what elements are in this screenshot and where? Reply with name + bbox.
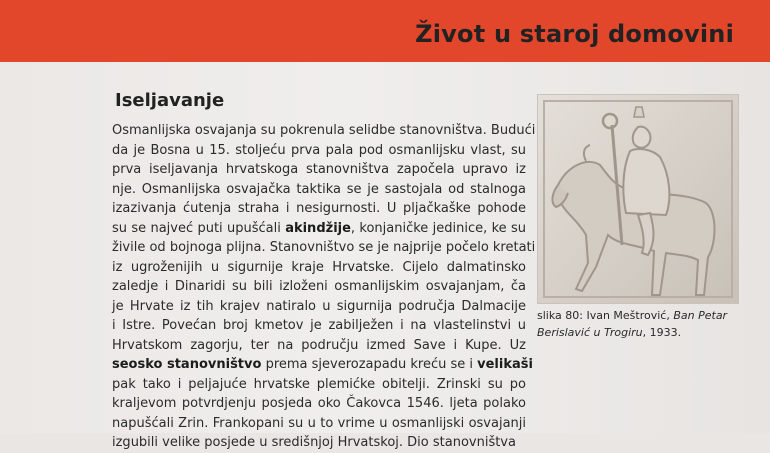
text-run: je Hrvate iz tih krajev natiralo u sigurnija područja Dalmacije [112,298,526,314]
text-line [112,414,526,434]
text-line [112,258,526,278]
text-line [112,355,533,375]
text-line [112,433,526,453]
text-run: prema sjeverozapadu kreću se i [261,357,478,372]
text-run: napušćali Zrin. Frankopani su u to vrime u osmanlijski osvajanji [112,415,526,431]
bold-term: akindžije [285,220,351,236]
text-line [112,121,536,141]
text-line [112,199,526,219]
text-line [112,160,526,180]
text-run: da je Bosna u 15. stoljeću prva pala pod osmanlijsku vlast, su [112,142,526,158]
text-run: Hrvatskom zagorju, ter na području izmed Save i Kupe. Uz [112,337,526,353]
relief-sculpture-image [537,94,739,304]
text-run: , konjaničke jedinice, ke su [350,220,526,236]
text-line [112,336,526,356]
text-line [112,277,526,297]
caption-suffix: , 1933. [642,326,682,339]
text-line [112,180,526,200]
text-line [112,219,526,239]
text-run: pak tako i peljajuće hrvatske plemićke obitelji. Zrinski su po [112,376,526,392]
bold-term: seosko stanovništvo [112,357,262,372]
section-heading: Iseljavanje [115,90,225,111]
chapter-title: Život u staroj domovini [415,20,734,48]
text-line [112,238,536,258]
caption-prefix: slika 80: Ivan Meštrović, [537,309,674,322]
text-run: i Istre. Povećan broj kmetov je zabilježen i na vlastelinstvi u [112,318,526,333]
text-run: nje. Osmanlijska osvajačka taktika se je sastojala od stalnoga [112,181,526,197]
figure-caption [537,307,747,341]
text-run: iz ugroženijih u sigurnije kraje Hrvatske. Cijelo dalmatinsko [112,259,526,275]
text-line [112,394,526,414]
text-line [112,297,526,317]
text-run: izgubili velike posjede u središnjoj Hrvatskoj. Dio stanovništva [112,435,516,450]
text-line [112,375,526,395]
text-run: kraljevom potvrdjenju posjeda oko Čakovca 1546. ljeta polako [112,396,526,411]
text-run: prva iseljavanja hrvatskoga stanovništva započela upravo iz [112,162,526,177]
text-run: su se najveć puti upušćali [112,220,286,236]
text-run: živile od bojnoga plijna. Stanovništvo se je najprije počelo kretati [112,240,536,255]
body-paragraph [112,121,536,453]
text-line [112,141,526,161]
text-run: izazivanja ćutenja straha i nesigurnosti. U pljačkaške pohode [112,201,526,216]
bold-term: velikaši [477,357,533,372]
text-run: Osmanlijska osvajanja su pokrenula selidbe stanovništva. Budući [112,123,536,138]
caption-title: Ban Petar Berislavić u Trogiru [537,309,728,339]
text-line [112,316,526,336]
chapter-banner [0,0,770,62]
text-run: zaledje i Dinaridi su bili izloženi osmanlijskim osvajanjam, ča [112,279,526,294]
relief-sculpture-icon [538,95,738,303]
